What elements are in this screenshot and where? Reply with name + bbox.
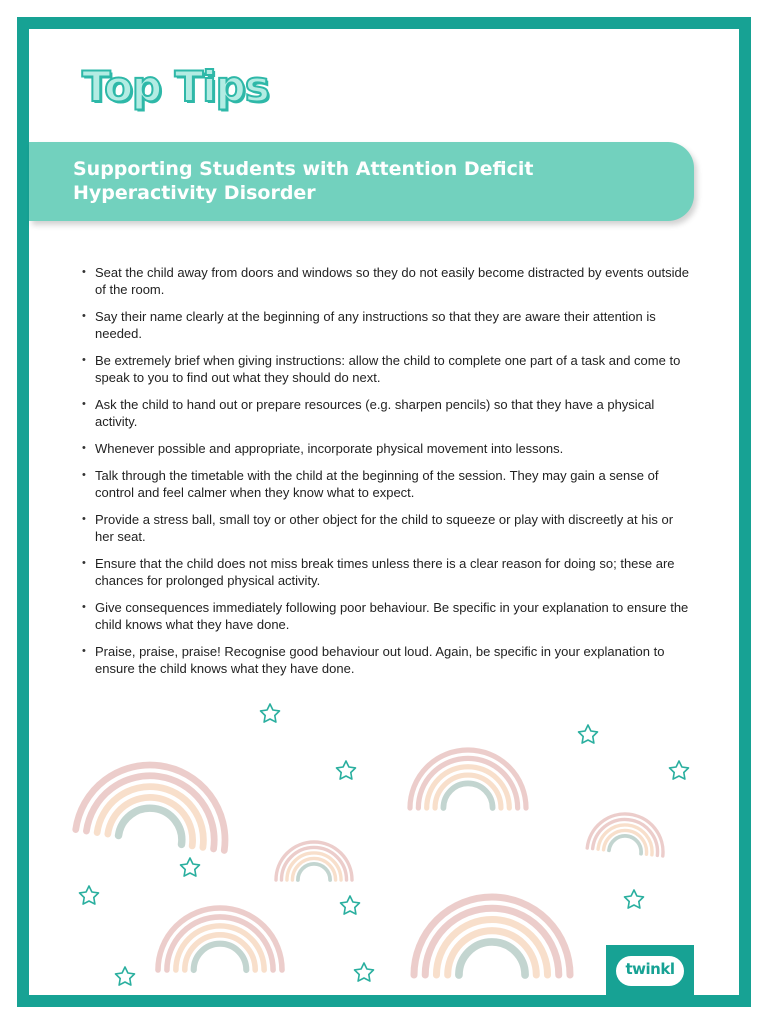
page-title: Top Tips <box>82 62 269 111</box>
tip-item: • Praise, praise, praise! Recognise good behaviour out loud. Again, be specific in your explanation to ensure the child knows what they have done. <box>82 643 692 677</box>
banner-line-1: Supporting Students with Attention Deficit <box>73 158 534 180</box>
tip-item: • Whenever possible and appropriate, incorporate physical movement into lessons. <box>82 440 692 457</box>
twinkl-logo <box>606 945 694 995</box>
rainbow-icon <box>587 810 667 856</box>
star-icon <box>261 704 280 722</box>
logo-text: twinkl <box>625 960 675 978</box>
star-icon <box>670 761 689 779</box>
rainbow-icon <box>414 897 570 975</box>
star-icon <box>341 896 360 914</box>
logo-cloud-icon <box>616 956 684 986</box>
tip-item: • Provide a stress ball, small toy or other object for the child to squeeze or play with discreetly at his or her seat. <box>82 511 692 545</box>
banner-line-2: Hyperactivity Disorder <box>73 182 316 204</box>
rainbow-icon <box>276 842 352 880</box>
tip-item: • Ensure that the child does not miss break times unless there is a clear reason for doing so; these are chances for prolonged physical activity. <box>82 555 692 589</box>
tip-item: • Say their name clearly at the beginning of any instructions so that they are aware their attention is needed. <box>82 308 692 342</box>
star-icon <box>337 761 356 779</box>
tip-item: • Seat the child away from doors and windows so they do not easily become distracted by events outside of the room. <box>82 264 692 298</box>
star-icon <box>116 967 135 985</box>
tip-item: • Ask the child to hand out or prepare resources (e.g. sharpen pencils) so that they have a physical activity. <box>82 396 692 430</box>
tip-item: • Talk through the timetable with the child at the beginning of the session. They may gain a sense of control and feel calmer when they know what to expect. <box>82 467 692 501</box>
tip-item: • Give consequences immediately following poor behaviour. Be specific in your explanation to ensure the child knows what they have done. <box>82 599 692 633</box>
rainbow-icon <box>76 755 235 850</box>
star-icon <box>80 886 99 904</box>
star-icon <box>625 890 644 908</box>
star-icon <box>355 963 374 981</box>
star-icon <box>181 858 200 876</box>
star-icon <box>579 725 598 743</box>
tip-item: • Be extremely brief when giving instructions: allow the child to complete one part of a task and come to speak to you to find out what they should do next. <box>82 352 692 386</box>
rainbow-icon <box>410 750 526 808</box>
rainbow-icon <box>158 908 282 970</box>
